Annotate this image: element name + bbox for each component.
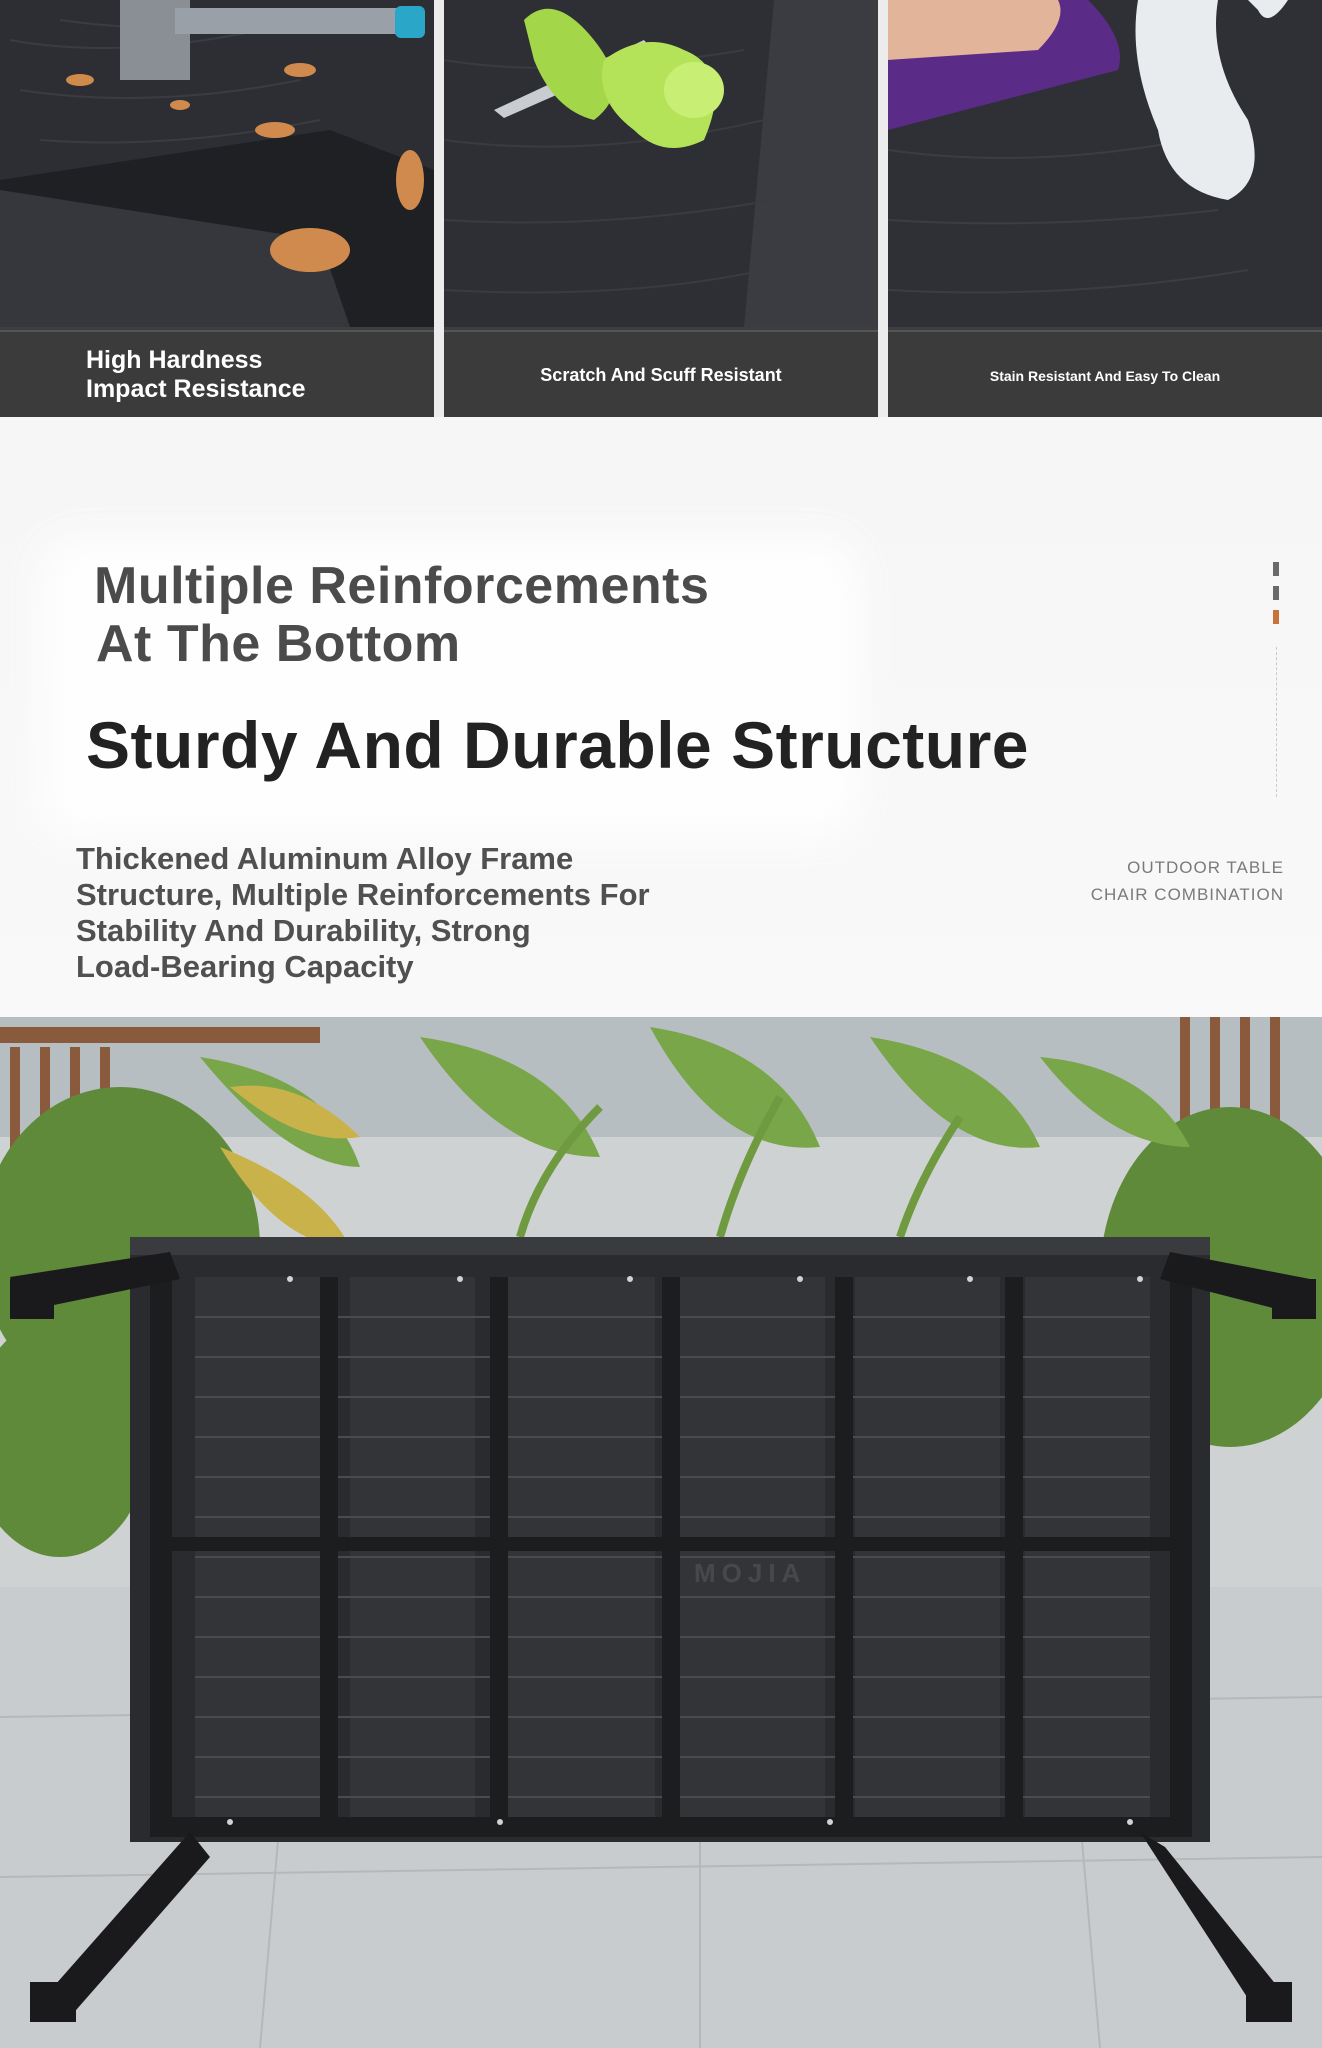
section-description bbox=[76, 841, 736, 985]
category-label-line: OUTDOOR TABLE bbox=[1127, 858, 1284, 877]
feature-panel-stain bbox=[888, 0, 1322, 417]
description-line: Structure, Multiple Reinforcements For bbox=[76, 877, 650, 912]
caption-line: Impact Resistance bbox=[86, 374, 306, 403]
subheading-line: At The Bottom bbox=[96, 615, 461, 673]
marker-bar-accent bbox=[1273, 610, 1279, 624]
feature-caption-hardness bbox=[0, 330, 434, 417]
feature-panel-scratch bbox=[444, 0, 878, 417]
feature-panel-hardness bbox=[0, 0, 434, 417]
description-line: Load-Bearing Capacity bbox=[76, 949, 414, 984]
knife-pepper-photo bbox=[444, 0, 878, 327]
feature-caption-scratch bbox=[444, 330, 878, 417]
description-line: Stability And Durability, Strong bbox=[76, 913, 531, 948]
marker-bar bbox=[1273, 586, 1279, 600]
table-underside-photo bbox=[0, 1017, 1322, 2048]
section-subheading bbox=[94, 557, 854, 673]
marker-bar bbox=[1273, 562, 1279, 576]
category-label-line: CHAIR COMBINATION bbox=[1090, 885, 1284, 904]
caption-line: Scratch And Scuff Resistant bbox=[540, 365, 782, 385]
brand-watermark: MOJIA bbox=[694, 1558, 807, 1588]
cloth-cleaning-photo bbox=[888, 0, 1322, 327]
caption-line: High Hardness bbox=[86, 345, 263, 374]
structure-intro bbox=[0, 417, 1322, 1017]
hammer-impact-photo bbox=[0, 0, 434, 327]
section-headline: Sturdy And Durable Structure bbox=[86, 708, 1029, 782]
feature-caption-stain bbox=[888, 330, 1322, 417]
feature-panels bbox=[0, 0, 1322, 417]
marker-dashed-line bbox=[1276, 647, 1277, 797]
decorative-side-marker bbox=[1272, 562, 1282, 822]
description-line: Thickened Aluminum Alloy Frame bbox=[76, 841, 574, 876]
caption-line: Stain Resistant And Easy To Clean bbox=[989, 367, 1221, 384]
subheading-line: Multiple Reinforcements bbox=[94, 557, 710, 615]
category-label bbox=[1091, 854, 1284, 908]
